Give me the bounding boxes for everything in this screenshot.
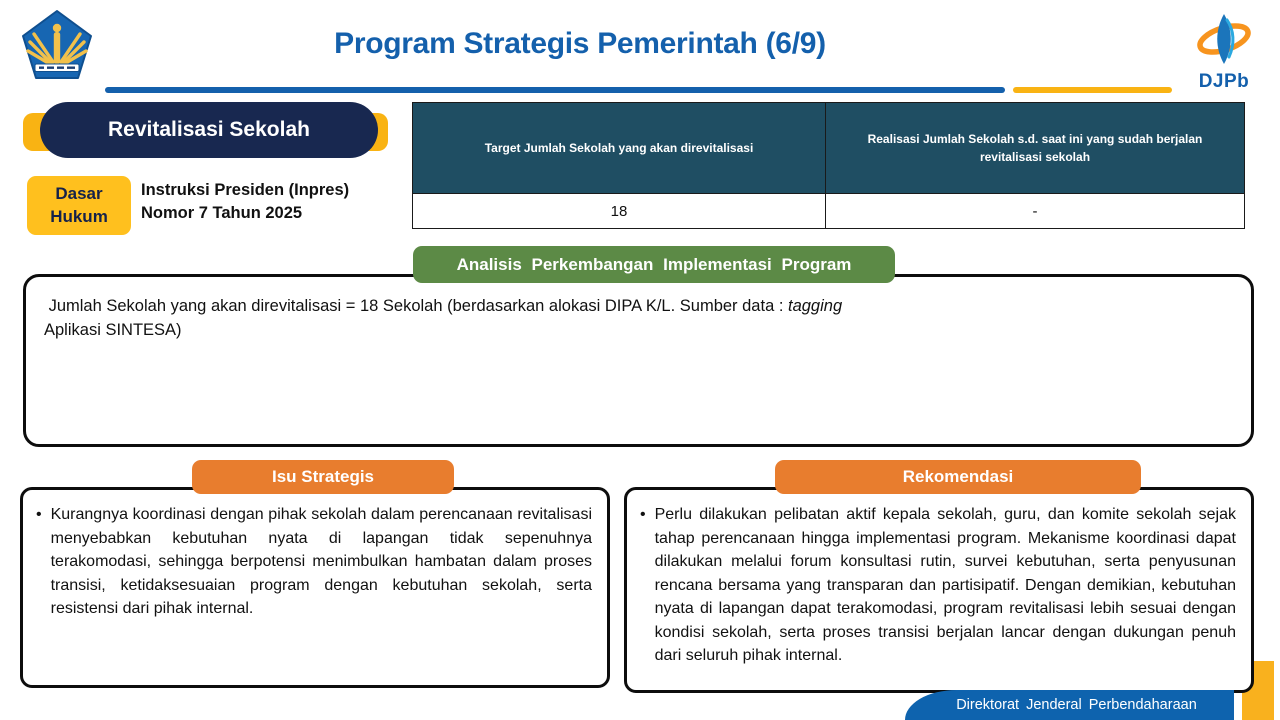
legal-basis-badge [27,176,131,235]
legal-basis-text: Instruksi Presiden (Inpres) Nomor 7 Tahun 2025 [141,181,350,223]
analysis-text [44,295,896,343]
recommendation-item-text: Perlu dilakukan pelibatan aktif kepala sekolah, guru, dan komite sekolah sejak tahap perencanaan hingga implementasi program. Mekanisme koordinasi dapat dilakukan melalui forum konsultasi rutin, survei kebutuhan, serta penyusunan rencana bersama yang transparan dan partisipatif. Dengan demikian, kebutuhan nyata di lapangan dapat terakomodasi, program revitalisasi lebih sesuai dengan kondisi sekolah, serta proses transisi berjalan lancar dengan dukungan penuh dari seluruh pihak internal. [654,506,1236,665]
table-header-cell-realisasi: Realisasi Jumlah Sekolah s.d. saat ini yang sudah berjalan revitalisasi sekolah [867,132,1203,164]
recommendations-section-header: Rekomendasi [775,460,1141,494]
recommendations-box [624,487,1254,693]
title-underline-yellow [1013,87,1172,93]
program-name-label: Revitalisasi Sekolah [108,118,310,141]
table-header-cell-target: Target Jumlah Sekolah yang akan direvitalisasi [413,103,826,193]
bullet-marker: • [36,506,42,523]
analysis-text-suffix: Aplikasi SINTESA) [44,297,846,339]
bullet-marker: • [640,506,646,523]
table-header-row [413,103,1244,193]
page-title: Program Strategis Pemerintah (6/9) [334,27,826,60]
program-name-pill [40,102,378,158]
summary-table [412,102,1245,229]
kemenkeu-logo-icon [20,8,94,90]
djpb-logo-icon [1182,12,1266,90]
issue-item [23,490,607,621]
issue-item-text: Kurangnya koordinasi dengan pihak sekolah dalam perencanaan revitalisasi menyebabkan kebutuhan nyata di lapangan tidak sepenuhnya terakomodasi, sehingga berpotensi menimbulkan hambatan dalam proses transisi, ketidaksesuaian program dengan kebutuhan sekolah, serta resistensi dari pihak internal. [50,506,592,618]
table-value-row [413,193,1244,228]
recommendation-item [627,490,1251,668]
footer-text: Direktorat Jenderal Perbendaharaan [956,697,1197,713]
analysis-text-italic: tagging [788,297,843,315]
table-value-cell-target: 18 [413,194,826,228]
analysis-section-header: Analisis Perkembangan Implementasi Program [413,246,895,283]
issues-section-header: Isu Strategis [192,460,454,494]
footer-bar [905,690,1234,720]
table-value-cell-realisasi: - [1032,202,1038,220]
analysis-box [23,274,1254,447]
issues-box [20,487,610,688]
title-underline-blue [105,87,1005,93]
djpb-wordmark: DJPb [1198,71,1250,92]
legal-basis-label: Dasar Hukum [50,183,108,226]
analysis-text-prefix: Jumlah Sekolah yang akan direvitalisasi = 18 Sekolah (berdasarkan alokasi DIPA K/L. Sumber data : [44,297,788,315]
